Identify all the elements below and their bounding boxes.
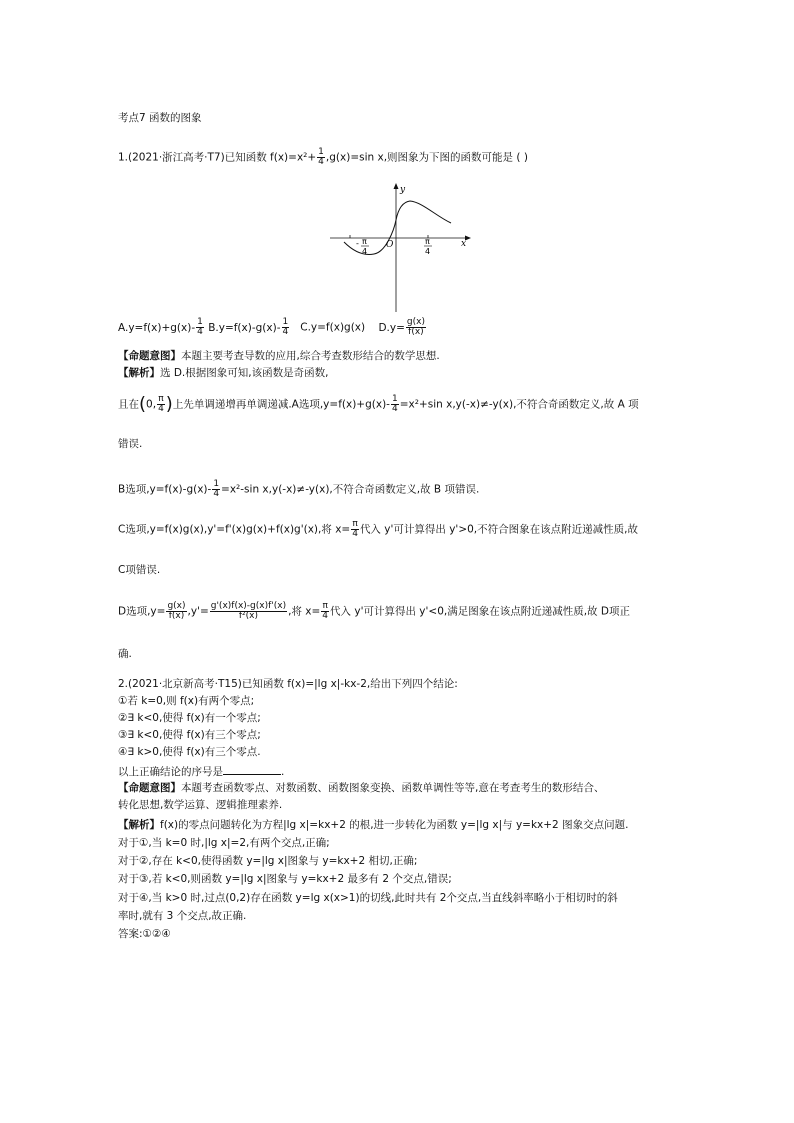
q2-analysis-4: 对于④,当 k>0 时,过点(0,2)存在函数 y=lg x(x>1)的切线,此时共有 2个交点,当直线斜率略小于相切时的斜 — [118, 892, 618, 904]
tick-left-sign: - — [356, 239, 359, 248]
q2-analysis: 【解析】f(x)的零点问题转化为方程|lg x|=kx+2 的根,进一步转化为函数 y=|lg x|与 y=kx+2 图象交点问题. — [118, 819, 629, 831]
function-graph — [330, 180, 480, 315]
q2-ask: 以上正确结论的序号是 . — [118, 766, 285, 778]
q1-line4: 错误. — [118, 438, 143, 450]
q2-intent-2: 转化思想,数学运算、逻辑推理素养. — [118, 799, 283, 811]
q1-line3: 且在(0, $\frac{\pi}{4}$ )上先单调递增再单调递减.A选项,y=f(x)+g(x)- $\frac{1}{4}$ =x²+sin x,y(-x)≠-y(x),不符合奇函数定义,故 A 项 — [118, 393, 639, 415]
option-a[interactable]: A.y=f(x)+g(x)- $\frac{1}{4}$ — [118, 317, 203, 337]
q1-line6: C选项,y=f(x)g(x),y'=f'(x)g(x)+f(x)g'(x),将 x= $\frac{\pi}{4}$ 代入 y'可计算得出 y'>0,不符合图象在该点附近递减性质,故 — [118, 519, 638, 539]
option-b[interactable]: B.y=f(x)-g(x)- $\frac{1}{4}$ — [208, 317, 289, 337]
option-d[interactable]: D.y= $\frac{g(x)}{f(x)}$ — [378, 317, 425, 337]
q1-analysis: 【解析】选 D.根据图象可知,该函数是奇函数, — [118, 367, 329, 379]
q2-stem: 2.(2021·北京新高考·T15)已知函数 f(x)=|lg x|-kx-2,给出下列四个结论: — [118, 678, 458, 690]
q2-conclusion-2: ②∃ k<0,使得 f(x)有一个零点; — [118, 712, 261, 724]
y-axis-arrow — [394, 183, 399, 189]
q2-answer: 答案:①②④ — [118, 928, 171, 940]
q2-analysis-4b: 率时,就有 3 个交点,故正确. — [118, 910, 247, 922]
x-label: x — [461, 239, 467, 249]
q1-line5: B选项,y=f(x)-g(x)- $\frac{1}{4}$ =x²-sin x,y(-x)≠-y(x),不符合奇函数定义,故 B 项错误. — [118, 479, 480, 499]
q1-line8: D选项,y= $\frac{g(x)}{f(x)}$ ,y'= $\frac{g'(x)f(x)-g(x)f'(x)}{\text{f²(x)}}$ ,将 x= $\frac{\pi}{4}$ 代入 y'可计算得出 y'<0,满足图象在该点附近递减性质,故 D项正 — [118, 601, 630, 621]
option-c[interactable]: C.y=f(x)g(x) — [300, 321, 366, 334]
q1-line7: C项错误. — [118, 564, 161, 576]
tick-left-num: π — [362, 237, 367, 246]
curve — [344, 201, 451, 255]
q2-conclusion-1: ①若 k=0,则 f(x)有两个零点; — [118, 695, 255, 707]
q2-conclusion-3: ③∃ k<0,使得 f(x)有三个零点; — [118, 729, 261, 741]
tick-right-den: 4 — [425, 247, 431, 256]
q2-analysis-2: 对于②,存在 k<0,使得函数 y=|lg x|图象与 y=kx+2 相切,正确; — [118, 855, 418, 867]
q1-stem: 1.(2021·浙江高考·T7)已知函数 f(x)=x²+ $\frac{1}{4}$ ,g(x)=sin x,则图象为下图的函数可能是 ( ) — [118, 147, 528, 167]
origin-label: O — [386, 240, 394, 250]
fraction: $\frac{1}{4}$ — [318, 147, 324, 167]
q1-intent: 【命题意图】本题主要考查导数的应用,综合考查数形结合的数学思想. — [118, 350, 440, 362]
y-label: y — [400, 185, 406, 195]
tick-right-num: π — [425, 237, 430, 246]
answer-blank[interactable] — [223, 764, 281, 775]
q2-analysis-3: 对于③,若 k<0,则函数 y=|lg x|图象与 y=kx+2 最多有 2 个交点,错误; — [118, 873, 452, 885]
tick-left-den: 4 — [362, 247, 368, 256]
q2-analysis-1: 对于①,当 k=0 时,|lg x|=2,有两个交点,正确; — [118, 837, 330, 849]
q2-conclusion-4: ④∃ k>0,使得 f(x)有三个零点. — [118, 746, 261, 758]
q2-intent: 【命题意图】本题考查函数零点、对数函数、函数图象变换、函数单调性等等,意在考查考生的数形结合、 — [118, 782, 605, 794]
section-title: 考点7 函数的图象 — [118, 112, 202, 124]
q1-line9: 确. — [118, 648, 132, 660]
q1-options — [118, 318, 427, 337]
